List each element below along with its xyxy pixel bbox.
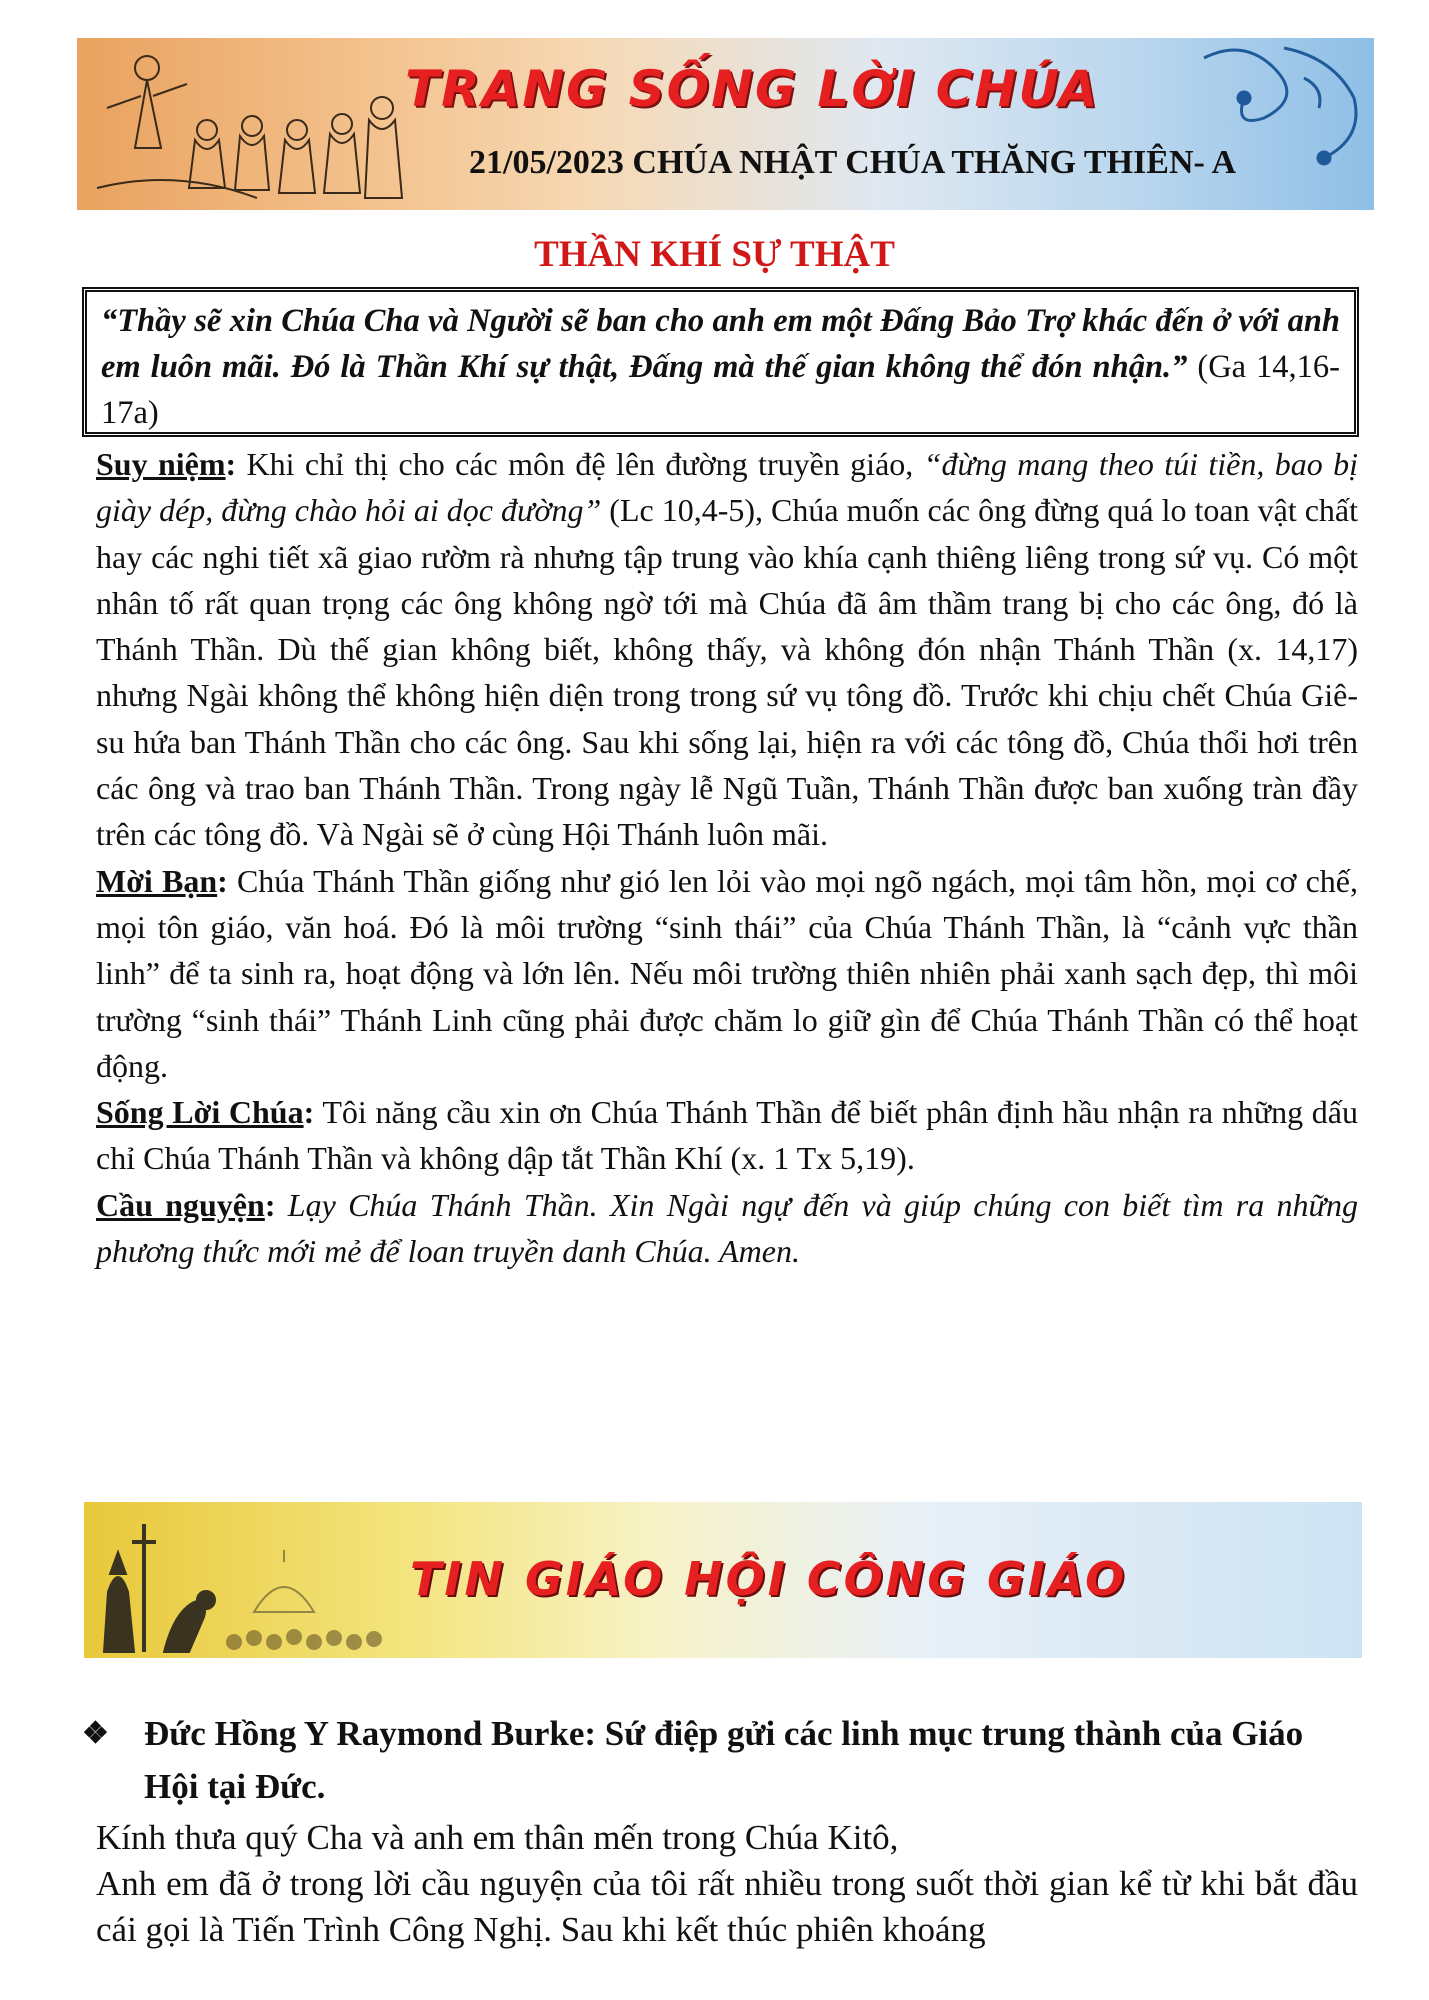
song-loi-chua-paragraph: [96, 1089, 1358, 1182]
moi-ban-text: Chúa Thánh Thần giống như gió len lỏi vào mọi ngõ ngách, mọi tâm hồn, mọi cơ chế, mọi tôn giáo, văn hoá. Đó là môi trường “sinh thái” của Chúa Thánh Thần, là “cảnh vực thần linh” để ta sinh ra, hoạt động và lớn lên. Nếu môi trường thiên nhiên phải xanh sạch đẹp, thì môi trường “sinh thái” Thánh Linh cũng phải được chăm lo giữ gìn để Chúa Thánh Thần có thể hoạt động.: [96, 862, 1359, 1084]
cau-nguyen-paragraph: [96, 1182, 1358, 1275]
news-banner: [84, 1502, 1362, 1658]
scripture-reference: (Ga 14,16-17a): [101, 349, 1340, 431]
banner-title: TRANG SỐNG LỜI CHÚA: [405, 60, 1100, 118]
moi-ban-paragraph: [96, 858, 1358, 1089]
header-banner: [77, 38, 1374, 210]
scripture-quote: “Thầy sẽ xin Chúa Cha và Người sẽ ban cho anh em một Đấng Bảo Trợ khác đến ở với anh em luôn mãi. Đó là Thần Khí sự thật, Đấng mà thế gian không thể đón nhận.”: [101, 303, 1340, 385]
suy-niem-label: Suy niệm: [96, 446, 226, 482]
song-loi-chua-text: Tôi năng cầu xin ơn Chúa Thánh Thần để biết phân định hầu nhận ra những dấu chỉ Chúa Thánh Thần và không dập tắt Thần Khí (x. 1 Tx 5,19).: [96, 1094, 1359, 1177]
section-title: THẦN KHÍ SỰ THẬT: [534, 234, 895, 275]
jesus-teaching-illustration-icon: [77, 38, 407, 210]
news-greeting: Kính thưa quý Cha và anh em thân mến trong Chúa Kitô,: [96, 1818, 899, 1857]
news-headline: Đức Hồng Y Raymond Burke: Sứ điệp gửi các linh mục trung thành của Giáo Hội tại Đức.: [144, 1714, 1304, 1806]
label-colon: :: [217, 862, 228, 899]
cau-nguyen-label: Cầu nguyện: [96, 1186, 265, 1223]
suy-niem-quote: “đừng mang theo túi tiền, bao bị giày dép, đừng chào hỏi ai dọc đường”: [96, 446, 1359, 529]
label-colon: :: [264, 1186, 276, 1223]
news-headline-block: [82, 1707, 1362, 1813]
cau-nguyen-text: Lạy Chúa Thánh Thần. Xin Ngài ngự đến và giúp chúng con biết tìm ra những phương thức mới mẻ để loan truyền danh Chúa. Amen.: [96, 1186, 1359, 1270]
label-colon: :: [225, 446, 237, 482]
song-loi-chua-label: Sống Lời Chúa: [96, 1094, 304, 1131]
moi-ban-label: Mời Bạn: [96, 862, 218, 899]
diamond-bullet-icon: ❖: [82, 1717, 109, 1750]
banner-date-line: 21/05/2023 CHÚA NHẬT CHÚA THĂNG THIÊN- A: [469, 144, 1237, 181]
label-colon: :: [303, 1094, 315, 1131]
suy-niem-paragraph: [96, 441, 1358, 858]
news-paragraph: Anh em đã ở trong lời cầu nguyện của tôi rất nhiều trong suốt thời gian kể từ khi bắt đầu cái gọi là Tiến Trình Công Nghị. Sau khi kết thúc phiên khoáng: [96, 1864, 1358, 1949]
reflection-body: [96, 441, 1358, 1274]
news-body: [96, 1815, 1358, 1953]
scripture-quote-box: [82, 287, 1359, 437]
suy-niem-rest: (Lc 10,4-5), Chúa muốn các ông đừng quá lo toan vật chất hay các nghi tiết xã giao rườm rà nhưng tập trung vào khía cạnh thiêng liêng trong sứ vụ. Có một nhân tố rất quan trọng các ông không ngờ tới mà Chúa đã âm thầm trang bị cho các ông, đó là Thánh Thần. Dù thế gian không biết, không thấy, và không đón nhận Thánh Thần (x. 14,17) nhưng Ngài không thể không hiện diện trong trong sứ vụ tông đồ. Trước khi chịu chết Chúa Giê-su hứa ban Thánh Thần cho các ông. Sau khi sống lại, hiện ra với các tông đồ, Chúa thổi hơi trên các ông và trao ban Thánh Thần. Trong ngày lễ Ngũ Tuần, Thánh Thần được ban xuống tràn đầy trên các tông đồ. Và Ngài sẽ ở cùng Hội Thánh luôn mãi.: [96, 492, 1359, 853]
suy-niem-intro: Khi chỉ thị cho các môn đệ lên đường truyền giáo,: [236, 446, 924, 482]
floral-swirl-icon: [1184, 38, 1374, 210]
pope-crowd-illustration-icon: [84, 1502, 444, 1658]
news-banner-title: TIN GIÁO HỘI CÔNG GIÁO: [410, 1552, 1128, 1606]
